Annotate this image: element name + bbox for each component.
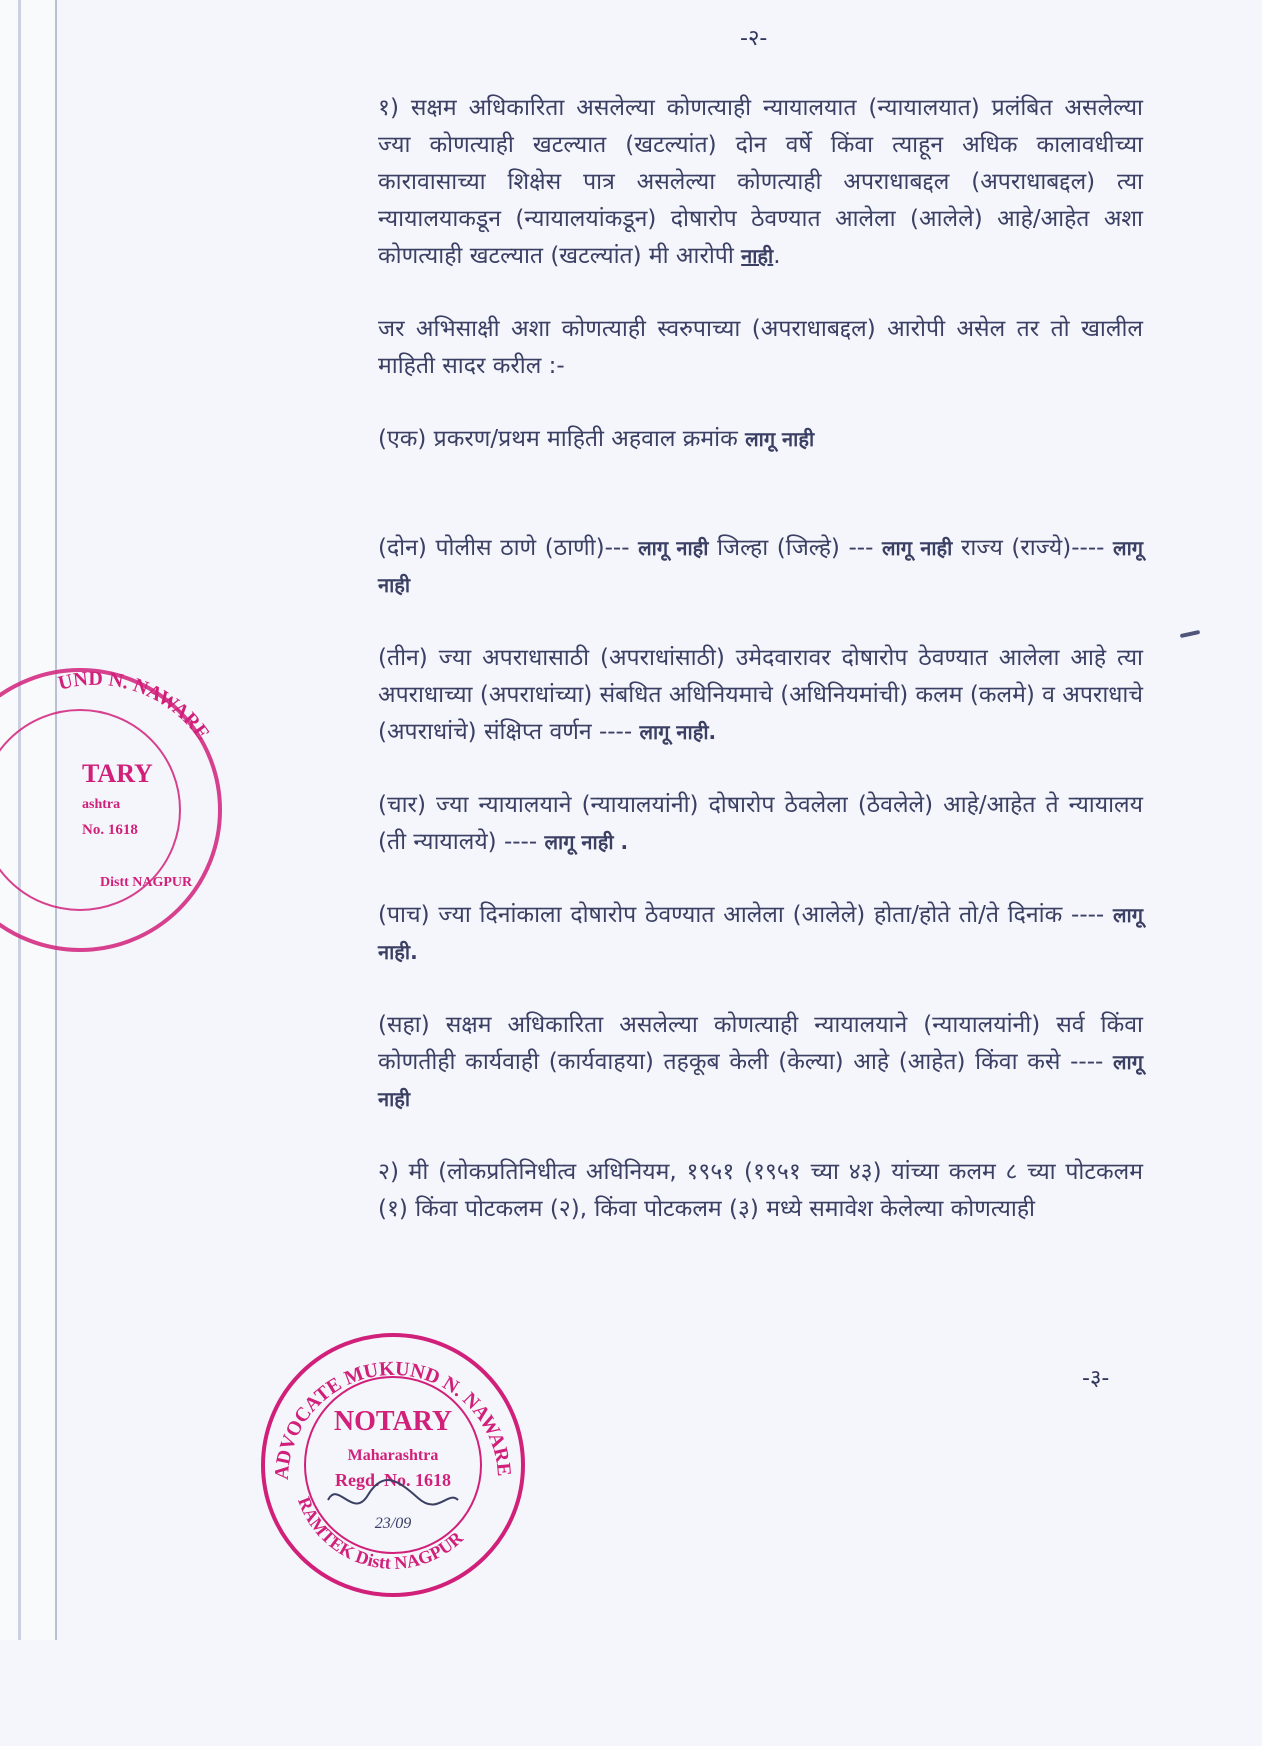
item-two — [378, 530, 1143, 604]
stamp-partial-state: ashtra — [82, 797, 121, 812]
item-two-text-b: जिल्हा (जिल्हे) --- — [717, 535, 874, 561]
item-four — [378, 787, 1143, 861]
answer-value: लागू नाही — [378, 1050, 1143, 1111]
item-five-text: (पाच) ज्या दिनांकाला दोषारोप ठेवण्यात आलेला (आलेले) होता/होते तो/ते दिनांक ---- — [378, 902, 1105, 928]
stamp-date: 23/09 — [374, 1515, 412, 1532]
ink-mark — [1180, 630, 1200, 638]
item-two-text-a: (दोन) पोलीस ठाणे (ठाणी)--- — [378, 535, 630, 561]
svg-text:UND N. NAWARE — [56, 668, 214, 744]
stamp-ring-text: ADVOCATE MUKUND N. NAWARE — [270, 1357, 516, 1481]
paragraph-1-end: . — [773, 243, 781, 269]
item-three-text: (तीन) ज्या अपराधासाठी (अपराधांसाठी) उमेदवारावर दोषारोप ठेवण्यात आलेला आहे त्या अपराधाच्या (अपराधांच्या) संबधित अधिनियमाचे (अधिनियमांची) कलम (कलमे) व अपराधाचे (अपराधांचे) संक्षिप्त वर्णन ---- — [378, 645, 1143, 745]
stamp-ring-bottom: RAMTEK Distt NAGPUR — [294, 1494, 467, 1573]
item-one — [378, 421, 1143, 458]
notary-stamp-partial — [0, 650, 240, 970]
item-four-text: (चार) ज्या न्यायालयाने (न्यायालयांनी) दोषारोप ठेवलेला (ठेवलेले) आहे/आहेत ते न्यायालय (ती न्यायालये) ---- — [378, 792, 1143, 855]
stamp-title: NOTARY — [333, 1406, 453, 1437]
stamp-partial-district: Distt NAGPUR — [100, 875, 193, 890]
answer-value: लागू नाही. — [639, 720, 717, 744]
stamp-partial-ring-text: UND N. NAWARE — [55, 667, 214, 745]
answer-value: लागू नाही — [882, 536, 953, 560]
item-six-text: (सहा) सक्षम अधिकारिता असलेल्या कोणत्याही न्यायालयाने (न्यायालयांनी) सर्व किंवा कोणतीही कार्यवाही (कार्यवाहया) तहकूब केली (केल्या) आहे (आहेत) किंवा कसे ---- — [378, 1012, 1143, 1075]
document-body — [378, 90, 1143, 1228]
stamp-regd: Regd. No. 1618 — [335, 1470, 451, 1490]
item-three — [378, 640, 1143, 751]
stamp-state: Maharashtra — [347, 1447, 439, 1464]
answer-value: लागू नाही. — [378, 903, 1143, 964]
answer-value: लागू नाही — [638, 536, 709, 560]
answer-value: लागू नाही — [378, 536, 1144, 597]
notary-stamp — [258, 1330, 528, 1600]
paragraph-2: जर अभिसाक्षी अशा कोणत्याही स्वरुपाच्या (अपराधाबद्दल) आरोपी असेल तर तो खालील माहिती सादर करील :- — [378, 316, 1143, 379]
answer-value: लागू नाही — [745, 427, 815, 451]
next-page-number: -३- — [1082, 1366, 1110, 1391]
answer-value: नाही — [741, 244, 774, 268]
item-five — [378, 897, 1143, 971]
stamp-partial-regd: No. 1618 — [82, 822, 138, 838]
item-one-text: (एक) प्रकरण/प्रथम माहिती अहवाल क्रमांक — [378, 426, 738, 452]
answer-value: लागू नाही . — [544, 830, 629, 854]
item-two-text-c: राज्य (राज्ये)---- — [960, 535, 1105, 561]
page-number: -२- — [740, 26, 768, 51]
paragraph-1-text: १) सक्षम अधिकारिता असलेल्या कोणत्याही न्यायालयात (न्यायालयात) प्रलंबित असलेल्या ज्या कोणत्याही खटल्यात (खटल्यांत) दोन वर्षे किंवा त्याहून अधिक कालावधीच्या कारावासाच्या शिक्षेस पात्र असलेल्या कोणत्याही अपराधाबद्दल (अपराधाबद्दल) त्या न्यायालयाकडून (न्यायालयांकडून) दोषारोप ठेवण्यात आलेला (आलेले) आहे/आहेत अशा कोणत्याही खटल्यात (खटल्यांत) मी आरोपी — [378, 95, 1143, 269]
item-six — [378, 1007, 1143, 1118]
stamp-partial-title: TARY — [82, 759, 153, 788]
paragraph-2-section: २) मी (लोकप्रतिनिधीत्व अधिनियम, १९५१ (१९५१ च्या ४३) यांच्या कलम ८ च्या पोटकलम (१) किंवा पोटकलम (२), किंवा पोटकलम (३) मध्ये समावेश केलेल्या कोणत्याही — [378, 1159, 1143, 1222]
paragraph-1 — [378, 90, 1143, 275]
svg-text:RAMTEK Distt NAGPUR — [294, 1494, 468, 1573]
